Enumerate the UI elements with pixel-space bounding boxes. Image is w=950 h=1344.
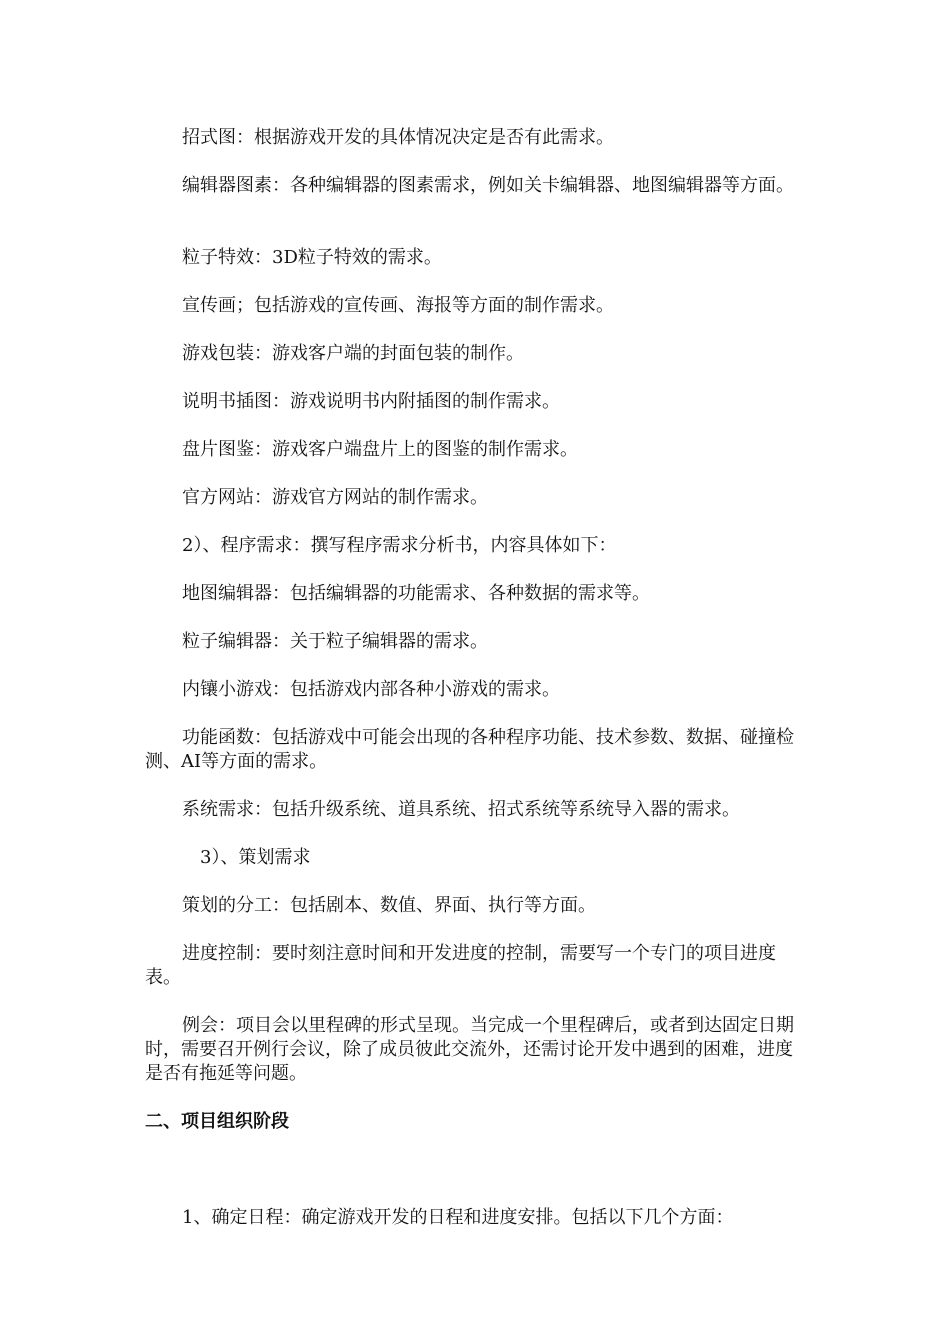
paragraph-planning-requirements: 3）、策划需求 — [200, 847, 311, 868]
paragraph-regular-meeting: 例会：项目会以里程碑的形式呈现。当完成一个里程碑后，或者到达固定日期时，需要召开例行会议，除了成员彼此交流外，还需讨论开发中遇到的困难，进度是否有拖延等问题。 — [145, 1015, 794, 1084]
paragraph-planning-division: 策划的分工：包括剧本、数值、界面、执行等方面。 — [182, 895, 596, 916]
paragraph-map-editor: 地图编辑器：包括编辑器的功能需求、各种数据的需求等。 — [182, 583, 650, 604]
paragraph-program-requirements: 2）、程序需求：撰写程序需求分析书，内容具体如下： — [182, 535, 617, 556]
paragraph-moves-chart: 招式图：根据游戏开发的具体情况决定是否有此需求。 — [182, 127, 614, 148]
paragraph-disc-art: 盘片图鉴：游戏客户端盘片上的图鉴的制作需求。 — [182, 439, 578, 460]
paragraph-schedule-control: 进度控制：要时刻注意时间和开发进度的控制，需要写一个专门的项目进度表。 — [145, 943, 776, 988]
section-heading: 二、项目组织阶段 — [145, 1111, 289, 1132]
paragraph-manual-illustrations: 说明书插图：游戏说明书内附插图的制作需求。 — [182, 391, 560, 412]
paragraph-mini-games: 内镶小游戏：包括游戏内部各种小游戏的需求。 — [182, 679, 560, 700]
paragraph-system-requirements: 系统需求：包括升级系统、道具系统、招式系统等系统导入器的需求。 — [182, 799, 740, 820]
paragraph-promo-art: 宣传画；包括游戏的宣传画、海报等方面的制作需求。 — [182, 295, 614, 316]
paragraph-editor-graphics: 编辑器图素：各种编辑器的图素需求，例如关卡编辑器、地图编辑器等方面。 — [182, 175, 794, 196]
paragraph-game-packaging: 游戏包装：游戏客户端的封面包装的制作。 — [182, 343, 524, 364]
paragraph-particle-effects: 粒子特效：3D粒子特效的需求。 — [182, 247, 442, 268]
paragraph-particle-editor: 粒子编辑器：关于粒子编辑器的需求。 — [182, 631, 488, 652]
paragraph-function-library: 功能函数：包括游戏中可能会出现的各种程序功能、技术参数、数据、碰撞检测、AI等方面的需求。 — [145, 727, 794, 772]
paragraph-determine-schedule: 1、确定日程：确定游戏开发的日程和进度安排。包括以下几个方面： — [182, 1207, 734, 1228]
paragraph-official-website: 官方网站：游戏官方网站的制作需求。 — [182, 487, 488, 508]
